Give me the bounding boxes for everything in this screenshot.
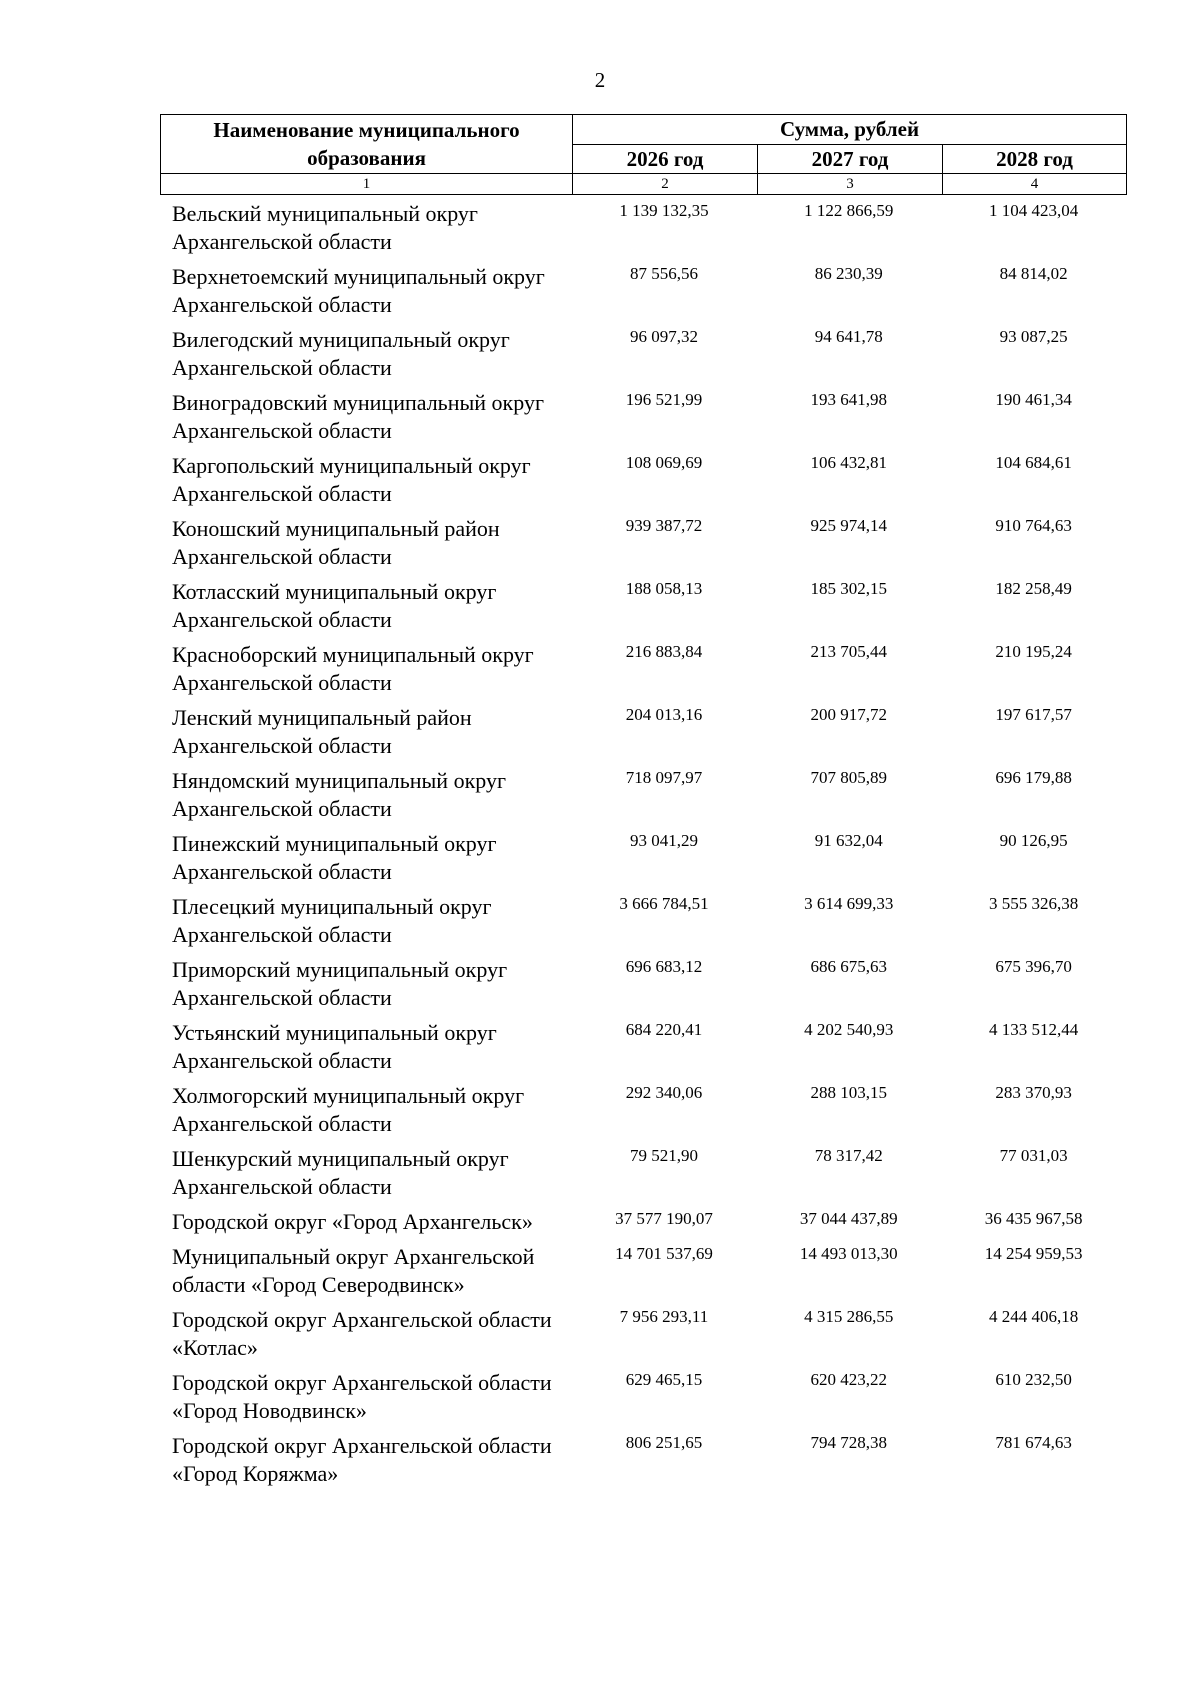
header-municipality-name: Наименование муниципального образования (161, 115, 573, 174)
amount-2027: 86 230,39 (814, 264, 883, 283)
amount-2026: 684 220,41 (625, 1020, 703, 1039)
amount-2027: 213 705,44 (810, 642, 888, 661)
amount-2027: 185 302,15 (810, 579, 888, 598)
municipality-name: Городской округ Архангельской области «Котлас» (172, 1307, 552, 1360)
amount-2026: 696 683,12 (625, 957, 703, 976)
amount-2027: 4 202 540,93 (804, 1020, 894, 1039)
amount-2026: 806 251,65 (625, 1433, 703, 1452)
municipality-name: Котласский муниципальный округ Архангельской области (172, 579, 497, 632)
amount-2026: 188 058,13 (625, 579, 703, 598)
municipality-name: Приморский муниципальный округ Архангельской области (172, 957, 508, 1010)
municipality-name: Красноборский муниципальный округ Архангельской области (172, 642, 534, 695)
amount-2027: 794 728,38 (810, 1433, 888, 1452)
table-row (160, 641, 1126, 697)
amount-2026: 14 701 537,69 (615, 1244, 713, 1263)
amount-2028: 93 087,25 (999, 327, 1068, 346)
amount-2027: 288 103,15 (810, 1083, 888, 1102)
table-row (160, 956, 1126, 1012)
amount-2028: 36 435 967,58 (984, 1209, 1083, 1228)
amount-2028: 182 258,49 (995, 579, 1072, 598)
amount-2026: 37 577 190,07 (615, 1209, 713, 1228)
amount-2026: 292 340,06 (625, 1083, 703, 1102)
amount-2028: 84 814,02 (999, 264, 1068, 283)
amount-2028: 910 764,63 (995, 516, 1072, 535)
amount-2028: 77 031,03 (999, 1146, 1068, 1165)
table-body (160, 200, 1126, 1495)
amount-2028: 14 254 959,53 (984, 1244, 1083, 1263)
municipality-name: Виноградовский муниципальный округ Архангельской области (172, 390, 544, 443)
table-row (160, 452, 1126, 508)
amount-2026: 108 069,69 (625, 453, 703, 472)
amount-2027: 193 641,98 (810, 390, 888, 409)
amount-2027: 620 423,22 (810, 1370, 888, 1389)
table-row (160, 767, 1126, 823)
table-row (160, 389, 1126, 445)
amount-2027: 686 675,63 (810, 957, 888, 976)
amount-2027: 91 632,04 (814, 831, 883, 850)
amount-2028: 4 244 406,18 (988, 1307, 1079, 1326)
municipality-name: Устьянский муниципальный округ Архангельской области (172, 1020, 497, 1073)
amount-2028: 610 232,50 (995, 1370, 1072, 1389)
amount-2028: 190 461,34 (995, 390, 1072, 409)
amount-2028: 210 195,24 (995, 642, 1072, 661)
page-number: 2 (594, 68, 606, 92)
amount-2026: 204 013,16 (625, 705, 703, 724)
amount-2026: 216 883,84 (625, 642, 703, 661)
amount-2027: 925 974,14 (810, 516, 888, 535)
amount-2026: 718 097,97 (625, 768, 703, 787)
amount-2027: 1 122 866,59 (804, 201, 894, 220)
amount-2026: 79 521,90 (629, 1146, 698, 1165)
table-row (160, 1208, 1126, 1236)
amount-2027: 14 493 013,30 (799, 1244, 898, 1263)
municipality-name: Шенкурский муниципальный округ Архангельской области (172, 1146, 509, 1199)
table-row (160, 1243, 1126, 1299)
amount-2027: 4 315 286,55 (804, 1307, 894, 1326)
municipality-name: Коношский муниципальный район Архангельской области (172, 516, 500, 569)
municipality-name: Городской округ «Город Архангельск» (172, 1209, 533, 1234)
municipality-name: Городской округ Архангельской области «Город Новодвинск» (172, 1370, 552, 1423)
municipality-name: Ленский муниципальный район Архангельской области (172, 705, 472, 758)
table-row (160, 830, 1126, 886)
amount-2027: 707 805,89 (810, 768, 888, 787)
table-row (160, 893, 1126, 949)
table-row (160, 1019, 1126, 1075)
amount-2028: 1 104 423,04 (988, 201, 1079, 220)
amount-2026: 93 041,29 (629, 831, 698, 850)
amount-2027: 94 641,78 (814, 327, 883, 346)
amount-2027: 37 044 437,89 (799, 1209, 898, 1228)
table-row (160, 326, 1126, 382)
table-row (160, 515, 1126, 571)
header-year-2027: 2027 год (758, 144, 943, 174)
municipality-name: Муниципальный округ Архангельской области «Город Северодвинск» (172, 1244, 535, 1297)
amount-2028: 781 674,63 (995, 1433, 1072, 1452)
amount-2027: 3 614 699,33 (804, 894, 894, 913)
table-row (160, 263, 1126, 319)
municipality-name: Городской округ Архангельской области «Город Коряжма» (172, 1433, 552, 1486)
column-number-1: 1 (161, 174, 573, 195)
amount-2028: 197 617,57 (995, 705, 1072, 724)
amount-2028: 283 370,93 (995, 1083, 1072, 1102)
municipality-name: Холмогорский муниципальный округ Архангельской области (172, 1083, 525, 1136)
table-row (160, 1432, 1126, 1488)
municipality-name: Плесецкий муниципальный округ Архангельской области (172, 894, 492, 947)
amount-2026: 939 387,72 (625, 516, 703, 535)
amount-2027: 200 917,72 (810, 705, 888, 724)
municipality-name: Каргопольский муниципальный округ Архангельской области (172, 453, 531, 506)
municipality-name: Няндомский муниципальный округ Архангельской области (172, 768, 506, 821)
column-number-3: 3 (758, 174, 943, 195)
amount-2026: 1 139 132,35 (619, 201, 709, 220)
municipality-name: Верхнетоемский муниципальный округ Архангельской области (172, 264, 545, 317)
column-number-2: 2 (573, 174, 758, 195)
amount-2028: 104 684,61 (995, 453, 1072, 472)
amount-2026: 629 465,15 (625, 1370, 703, 1389)
table-row (160, 200, 1126, 256)
amount-2026: 3 666 784,51 (619, 894, 709, 913)
amount-2028: 3 555 326,38 (988, 894, 1079, 913)
amount-2027: 106 432,81 (810, 453, 888, 472)
table-row (160, 1369, 1126, 1425)
amount-2028: 4 133 512,44 (988, 1020, 1079, 1039)
table-row (160, 1082, 1126, 1138)
header-sum-label: Сумма, рублей (573, 115, 1127, 145)
amount-2028: 675 396,70 (995, 957, 1072, 976)
table-row (160, 1145, 1126, 1201)
header-year-2026: 2026 год (573, 144, 758, 174)
amount-2026: 87 556,56 (629, 264, 698, 283)
amount-2028: 90 126,95 (999, 831, 1068, 850)
header-year-2028: 2028 год (943, 144, 1127, 174)
amount-2026: 7 956 293,11 (619, 1307, 709, 1326)
municipality-name: Пинежский муниципальный округ Архангельской области (172, 831, 497, 884)
municipality-name: Вельский муниципальный округ Архангельской области (172, 201, 478, 254)
table-row (160, 578, 1126, 634)
amount-2028: 696 179,88 (995, 768, 1072, 787)
table-header (160, 114, 1127, 195)
amount-2026: 196 521,99 (625, 390, 703, 409)
column-number-4: 4 (943, 174, 1127, 195)
table-row (160, 1306, 1126, 1362)
municipality-name: Вилегодский муниципальный округ Архангельской области (172, 327, 510, 380)
table-row (160, 704, 1126, 760)
amount-2026: 96 097,32 (629, 327, 698, 346)
amount-2027: 78 317,42 (814, 1146, 883, 1165)
